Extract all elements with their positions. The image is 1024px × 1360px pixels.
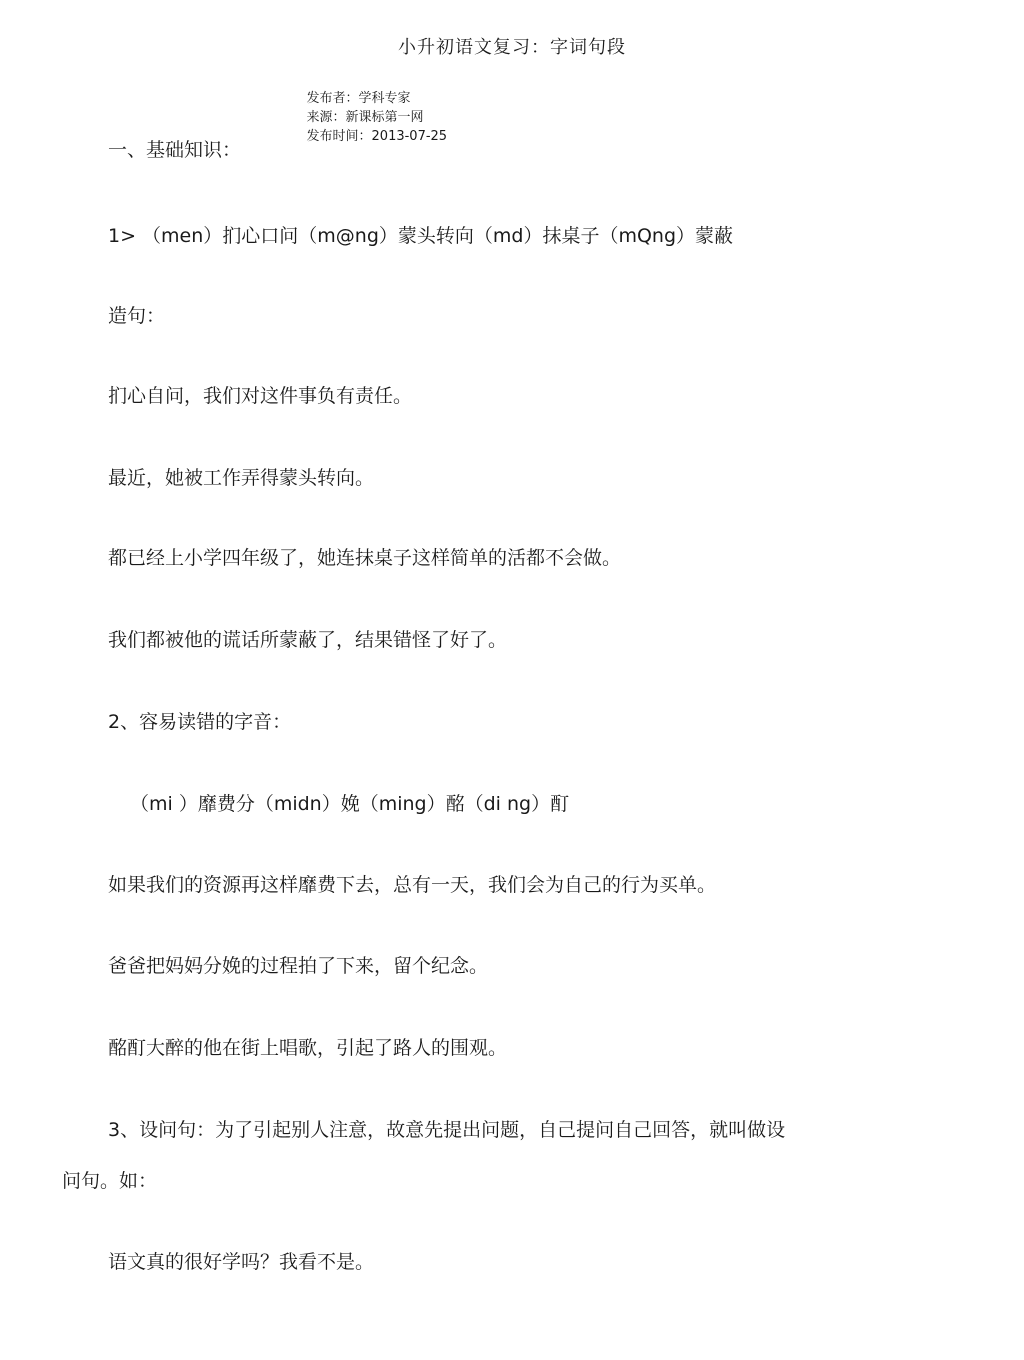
example-sentence: 如果我们的资源再这样靡费下去，总有一天，我们会为自己的行为买单。 <box>108 874 717 896</box>
page-title: 小升初语文复习：字词句段 <box>398 37 626 58</box>
meta-publish-time: 发布时间：2013-07-25 <box>306 129 448 144</box>
meta-source: 来源：新课标第一网 <box>306 110 424 125</box>
example-sentence: 爸爸把妈妈分娩的过程拍了下来，留个纪念。 <box>108 955 489 977</box>
paragraph-continuation: 问句。如： <box>62 1170 158 1192</box>
pinyin-line-2: （mi ）靡费分（midn）娩（ming）酩（di ng）酊 <box>130 793 570 815</box>
section-heading-basics: 一、基础知识： <box>108 139 242 161</box>
example-sentence: 扪心自问，我们对这件事负有责任。 <box>108 385 413 407</box>
label-make-sentence: 造句： <box>108 305 166 327</box>
example-sentence: 我们都被他的谎话所蒙蔽了，结果错怪了好了。 <box>108 629 508 651</box>
section-heading-rhetorical-question: 3、设问句：为了引起别人注意，故意先提出问题，自己提问自己回答，就叫做设 <box>108 1119 786 1141</box>
example-sentence: 酩酊大醉的他在街上唱歌，引起了路人的围观。 <box>108 1037 508 1059</box>
example-sentence: 语文真的很好学吗？我看不是。 <box>108 1251 375 1273</box>
pinyin-line-1: 1> （men）扪心口问（m@ng）蒙头转向（md）抹桌子（mQng）蒙蔽 <box>108 225 734 247</box>
example-sentence: 最近，她被工作弄得蒙头转向。 <box>108 467 375 489</box>
meta-publisher: 发布者：学科专家 <box>306 91 411 106</box>
example-sentence: 都已经上小学四年级了，她连抹桌子这样简单的活都不会做。 <box>108 547 622 569</box>
meta-line <box>290 72 459 159</box>
section-heading-pronunciation: 2、容易读错的字音： <box>108 711 292 733</box>
